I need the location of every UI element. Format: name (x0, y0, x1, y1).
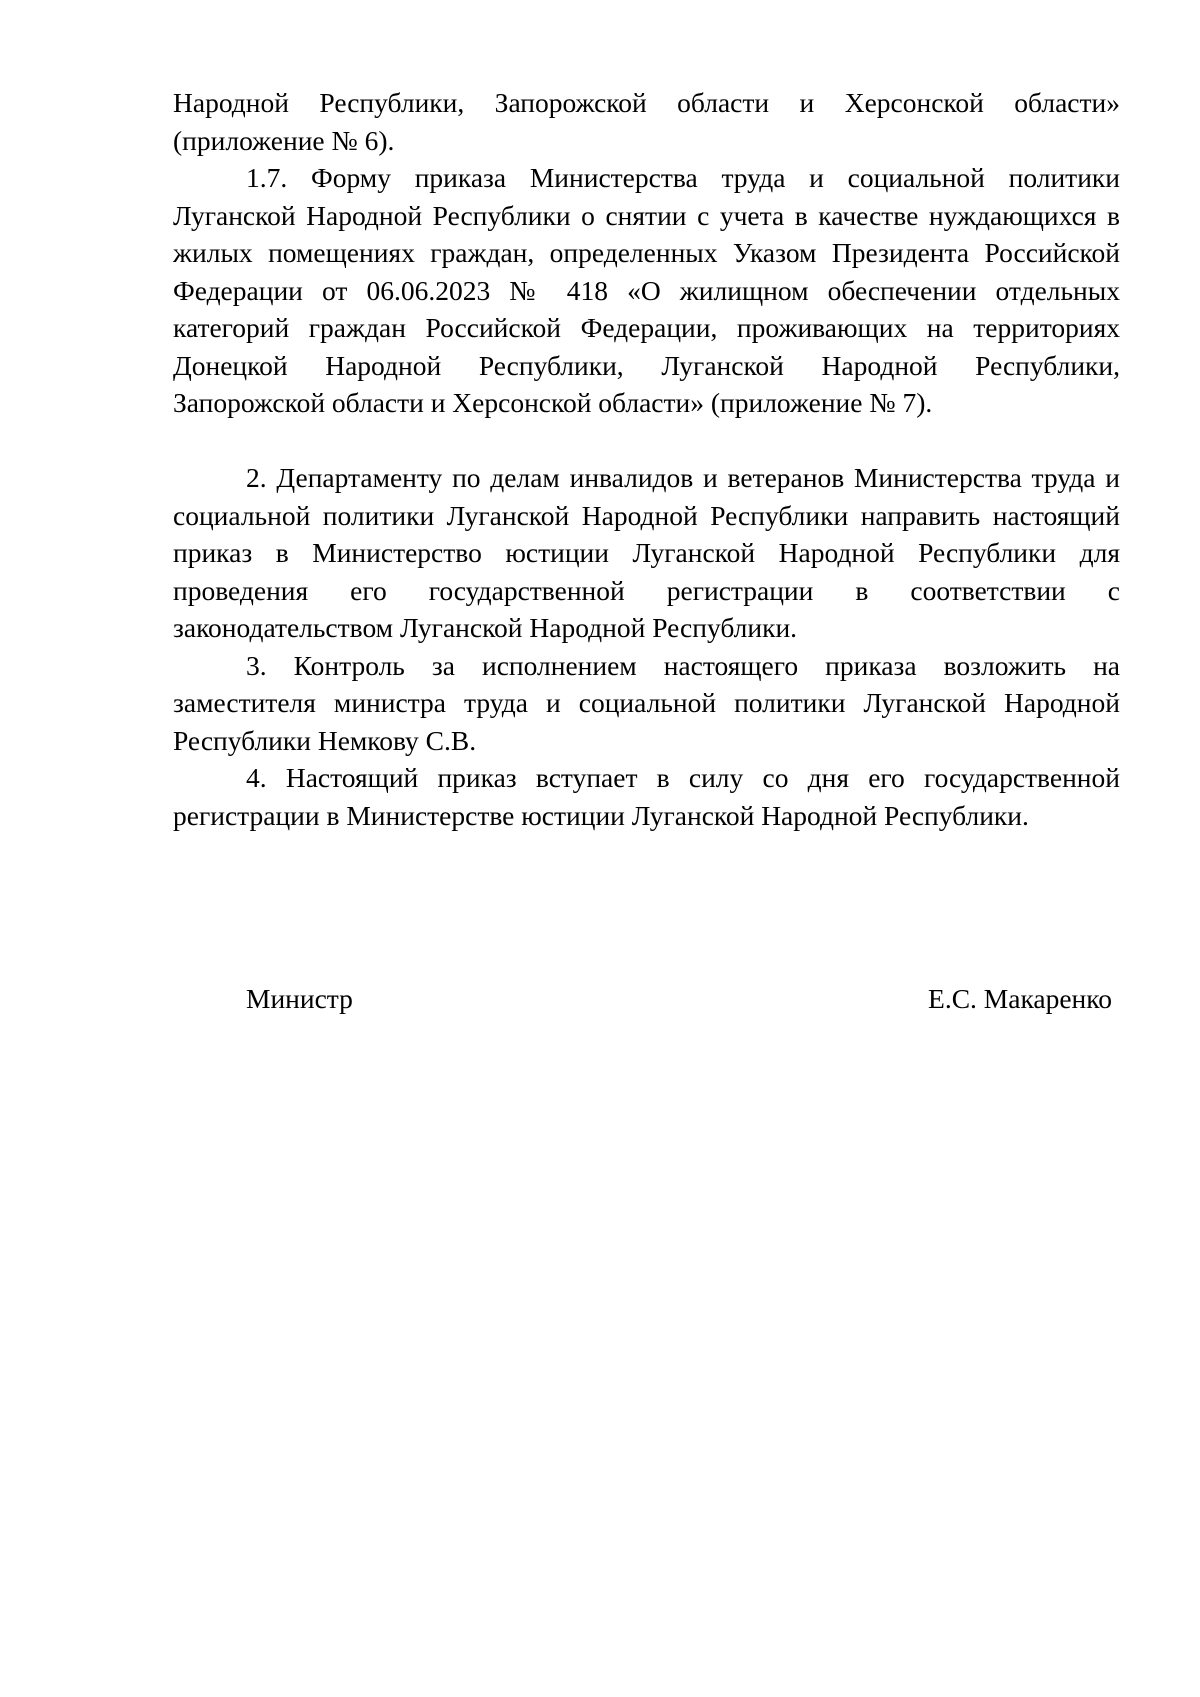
paragraph-continuation: Народной Республики, Запорожской области и Херсонской области» (приложение № 6). (173, 87, 1120, 156)
paragraph-spacer (173, 422, 1120, 460)
paragraph-3: 3. Контроль за исполнением настоящего приказа возложить на заместителя министра труда и социальной политики Луганской Народной Республики Немкову С.В. (173, 649, 1120, 756)
paragraph-1-7: 1.7. Форму приказа Министерства труда и социальной политики Луганской Народной Республики о снятии с учета в качестве нуждающихся в жилых помещениях граждан, определенных Указом Президента Российской Федерации от 06.06.2023 № 418 «О жилищном обеспечении отдельных категорий граждан Российской Федерации, проживающих на территориях Донецкой Народной Республики, Луганской Народной Республики, Запорожской области и Херсонской области» (приложение № 7). (173, 162, 1120, 418)
document-body (173, 84, 1120, 834)
paragraph-2: 2. Департаменту по делам инвалидов и ветеранов Министерства труда и социальной политики Луганской Народной Республики направить настоящий приказ в Министерство юстиции Луганской Народной Республики для проведения его государственной регистрации в соответствии с законодательством Луганской Народной Республики. (173, 462, 1120, 643)
paragraph-4: 4. Настоящий приказ вступает в силу со дня его государственной регистрации в Министерстве юстиции Луганской Народной Республики. (173, 762, 1120, 831)
signatory-role: Министр (246, 983, 353, 1014)
signatory-name: Е.С. Макаренко (928, 983, 1112, 1014)
